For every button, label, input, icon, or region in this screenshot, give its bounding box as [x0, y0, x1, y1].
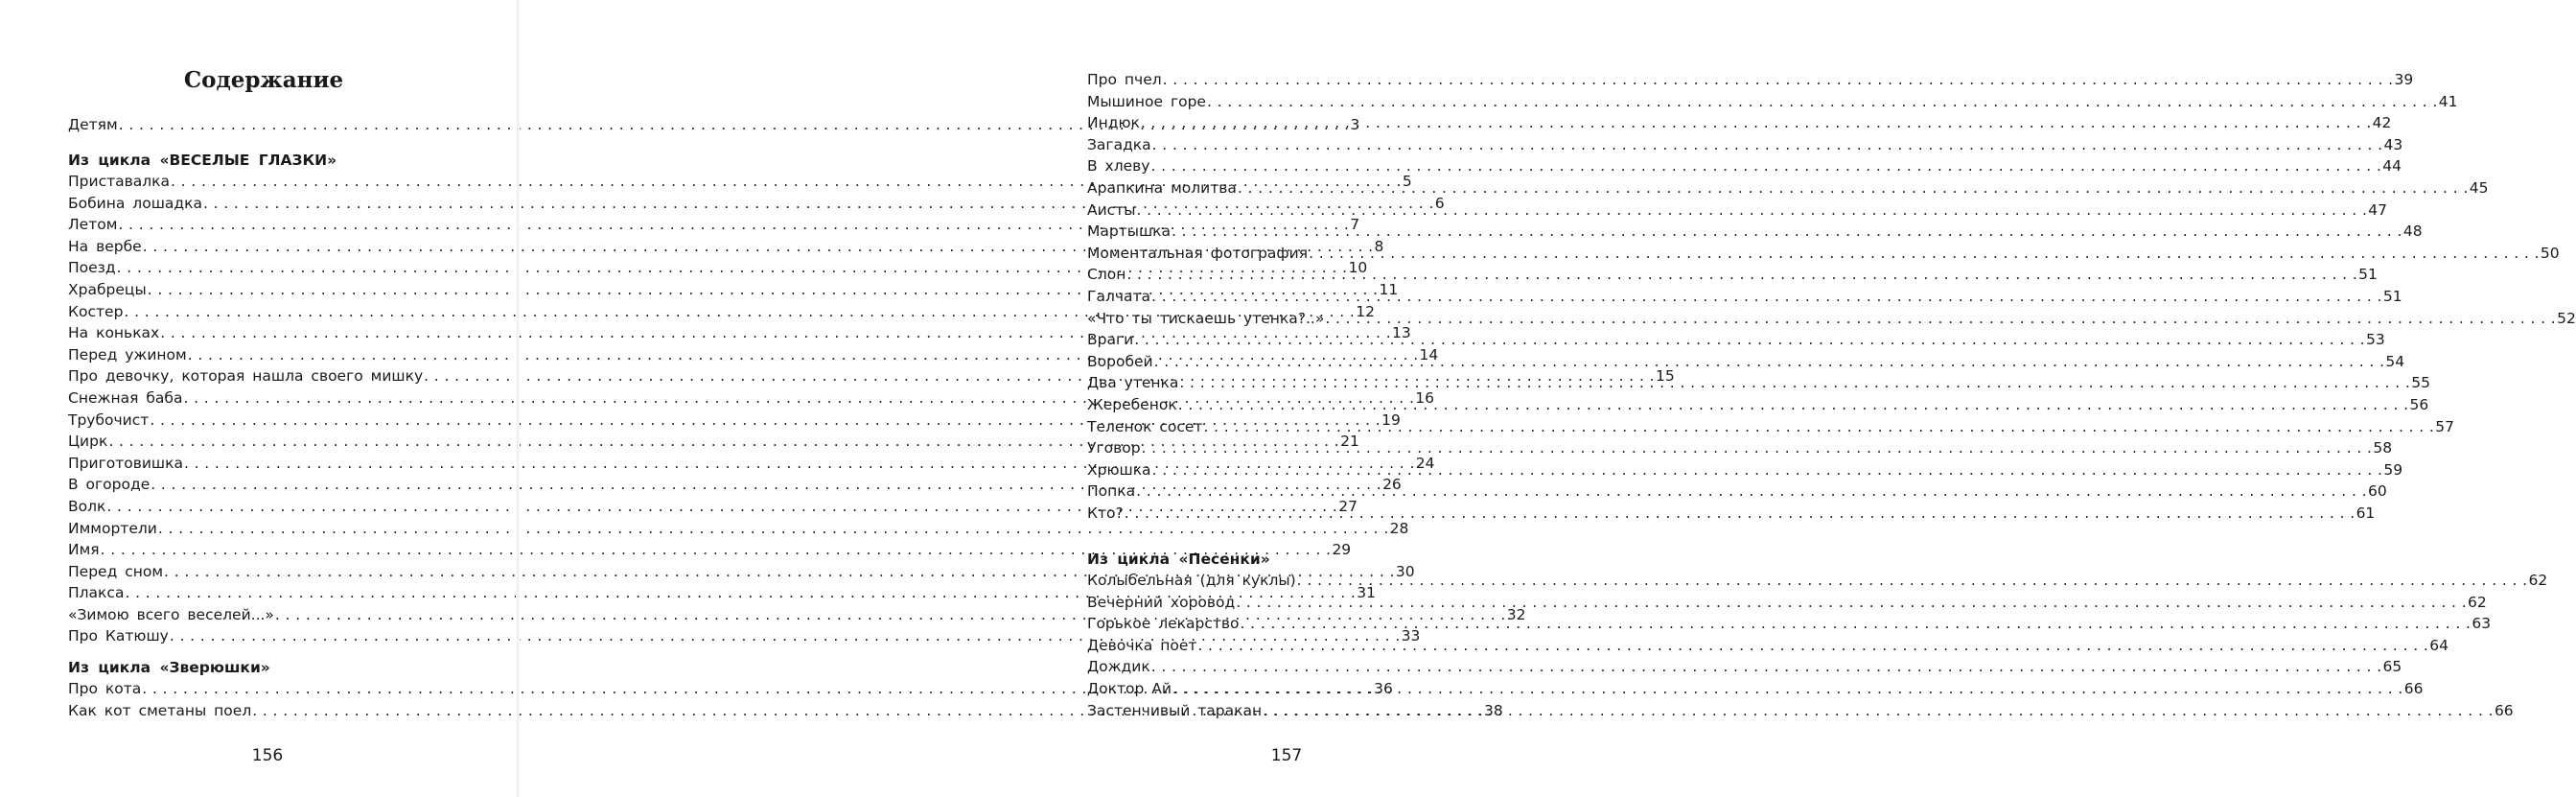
toc-entry-page: 64	[2429, 636, 2448, 654]
toc-entry-page: 60	[2367, 482, 2387, 501]
toc-entry	[1087, 112, 2392, 134]
toc-entry-page: 5	[1402, 173, 1412, 190]
toc-entry-title: Иммортели	[68, 519, 157, 537]
toc-entry-title: Трубочист	[68, 410, 150, 429]
toc-entry	[1087, 570, 2548, 592]
toc-entry-page: 6	[1434, 194, 1445, 212]
toc-entry-title: Уговор	[1087, 439, 1141, 457]
toc-entry-page: 45	[2469, 178, 2489, 197]
toc-entry	[68, 518, 1409, 540]
dot-leader	[1308, 243, 2541, 265]
dot-leader	[1140, 112, 2373, 134]
toc-entry-page: 24	[1415, 454, 1435, 472]
toc-entry	[1087, 481, 2387, 503]
toc-entry-page: 48	[2402, 223, 2423, 241]
toc-entry	[1087, 437, 2393, 459]
dot-leader	[1296, 570, 2529, 592]
toc-entry-title: Снежная баба	[68, 388, 183, 407]
toc-entry-page: 57	[2435, 417, 2454, 435]
toc-entry	[1087, 177, 2489, 199]
toc-entry-title: На коньках	[68, 324, 160, 342]
toc-entry	[1087, 656, 2402, 678]
toc-entry-title: В огороде	[68, 476, 151, 494]
page-number: 157	[1270, 746, 1303, 765]
page-title: Содержание	[183, 67, 344, 93]
toc-entry	[1087, 134, 2403, 156]
toc-entry-page: 14	[1419, 345, 1439, 363]
toc-entry-page: 26	[1382, 476, 1402, 494]
toc-entry-page: 42	[2372, 114, 2392, 132]
dot-leader	[1141, 437, 2374, 459]
toc-entry-page: 30	[1395, 562, 1415, 580]
toc-entry-title: Бобина лошадка	[68, 194, 202, 212]
toc-entry-page: 52	[2557, 309, 2576, 327]
dot-leader	[1262, 700, 2495, 722]
toc-entry-title: Попка	[1087, 482, 1136, 501]
toc-entry-page: 13	[1392, 324, 1411, 342]
toc-entry-title: Волк	[68, 497, 106, 515]
toc-entry-page: 12	[1356, 302, 1375, 320]
toc-entry-title: Загадка	[1087, 135, 1151, 153]
dot-leader	[1126, 264, 2358, 286]
toc-entry-page: 44	[2382, 157, 2402, 176]
toc-entry-page: 65	[2382, 658, 2402, 676]
toc-entry-title: Аисты	[1087, 200, 1136, 219]
toc-entry-title: Храбрецы	[68, 280, 147, 298]
toc-entry-page: 11	[1379, 280, 1399, 298]
dot-leader	[1235, 592, 2468, 614]
toc-entry	[1087, 91, 2458, 113]
toc-entry-title: Арапкина молитва	[1087, 178, 1237, 197]
dot-leader	[1135, 481, 2368, 503]
toc-entry-title: Дождик	[1087, 658, 1150, 676]
dot-leader	[1162, 69, 2395, 91]
toc-entry-title: Моментальная фотография	[1087, 244, 1309, 262]
section-heading: Из цикла «Зверюшки»	[68, 659, 270, 676]
toc-entry-title: Теленок сосет	[1087, 417, 1203, 435]
toc-entry-title: Враги	[1087, 331, 1134, 349]
dot-leader	[1178, 372, 2411, 394]
toc-entry-page: 38	[1484, 701, 1503, 719]
toc-entry	[1087, 416, 2454, 438]
toc-entry-title: Приставалка	[68, 173, 171, 190]
dot-leader	[1324, 308, 2557, 330]
toc-entry-title: Хрюшка	[1087, 460, 1151, 479]
toc-entry-page: 41	[2438, 92, 2458, 110]
toc-entry-title: Вечерний хоровод	[1087, 593, 1236, 611]
toc-entry	[1087, 459, 2403, 481]
toc-entry-page: 61	[2356, 504, 2376, 522]
dot-leader	[1237, 177, 2470, 199]
toc-entry-page: 8	[1374, 237, 1384, 255]
toc-entry	[1087, 199, 2388, 222]
toc-entry-title: Два утенка	[1087, 374, 1179, 392]
toc-entry-title: Как кот сметаны поел	[68, 701, 252, 719]
dot-leader	[1149, 155, 2382, 177]
toc-entry-title: Имя	[68, 541, 100, 559]
toc-entry-page: 53	[2366, 331, 2385, 349]
toc-entry-page: 56	[2409, 395, 2429, 413]
toc-entry-title: Девочка поет	[1087, 636, 1197, 654]
dot-leader	[1202, 416, 2435, 438]
toc-entry-title: Летом	[68, 216, 118, 234]
dot-leader	[1206, 91, 2439, 113]
toc-entry	[1087, 351, 2405, 373]
toc-entry-title: Слон	[1087, 266, 1126, 284]
toc-entry-page: 36	[1374, 680, 1393, 697]
toc-entry-title: Про Катюшу	[68, 627, 169, 645]
toc-entry-page: 16	[1415, 388, 1435, 407]
toc-entry-page: 33	[1401, 627, 1421, 645]
toc-entry	[1087, 678, 2424, 700]
dot-leader	[1240, 613, 2472, 635]
page-number: 156	[251, 746, 284, 765]
toc-entry-page: 31	[1357, 584, 1376, 602]
section-heading: Из цикла «Песенки»	[1087, 551, 1270, 568]
toc-entry-page: 10	[1348, 259, 1368, 277]
toc-entry-title: Приготовишка	[68, 454, 183, 472]
dot-leader	[1177, 394, 2410, 416]
dot-leader	[1196, 635, 2429, 657]
toc-entry-title: Кто?	[1087, 504, 1124, 522]
toc-entry	[1087, 329, 2385, 351]
toc-entry	[1087, 635, 2448, 657]
toc-entry-page: 62	[2468, 593, 2487, 611]
toc-entry-page: 58	[2373, 439, 2393, 457]
dot-leader	[1172, 678, 2404, 700]
toc-entry-page: 66	[2494, 701, 2514, 719]
toc-entry	[1087, 264, 2378, 286]
toc-entry-title: Воробей	[1087, 352, 1153, 370]
toc-entry	[1087, 243, 2560, 265]
toc-entry-page: 62	[2528, 572, 2548, 589]
dot-leader	[1153, 351, 2386, 373]
toc-entry-page: 54	[2385, 352, 2405, 370]
toc-entry-page: 50	[2540, 244, 2560, 262]
dot-leader	[1124, 503, 2356, 525]
toc-entry-title: «Зимою всего веселей...»	[68, 605, 274, 623]
toc-entry-title: Мартышка	[1087, 223, 1172, 241]
toc-entry-page: 55	[2411, 374, 2430, 392]
dot-leader	[1171, 221, 2403, 243]
toc-entry-title: Жеребенок	[1087, 395, 1177, 413]
toc-entry-page: 27	[1338, 497, 1358, 515]
toc-entry	[1087, 394, 2429, 416]
toc-entry-page: 43	[2383, 135, 2403, 153]
toc-entry-title: Детям	[68, 116, 118, 133]
toc-entry-title: Цирк	[68, 433, 108, 451]
dot-leader	[1150, 286, 2383, 308]
toc-entry-title: Доктор Ай	[1087, 679, 1172, 697]
toc-entry-page: 32	[1506, 605, 1526, 623]
toc-entry-title: Галчата	[1087, 287, 1151, 305]
toc-entry-page: 28	[1389, 519, 1409, 537]
toc-entry	[1087, 69, 2414, 91]
toc-entry-title: Индюк	[1087, 114, 1140, 132]
dot-leader	[1133, 329, 2366, 351]
toc-entry	[1087, 308, 2576, 330]
toc-entry-page: 59	[2383, 460, 2403, 479]
toc-entry-page: 21	[1340, 433, 1359, 451]
toc-entry-page: 7	[1350, 216, 1360, 234]
toc-entry-title: Про кота	[68, 680, 142, 697]
toc-entry-title: Мышиное горе	[1087, 92, 1206, 110]
toc-entry-title: «Что ты тискаешь утенка?..»	[1087, 309, 1325, 327]
dot-leader	[1151, 459, 2384, 481]
toc-entry-title: Плакса	[68, 584, 125, 602]
toc-entry-title: На вербе	[68, 237, 142, 255]
toc-entry-title: Застенчивый таракан	[1087, 701, 1263, 719]
toc-entry-title: Колыбельная (для куклы)	[1087, 572, 1296, 589]
dot-leader	[1151, 134, 2384, 156]
toc-entry-page: 51	[2358, 266, 2378, 284]
section-heading: Из цикла «ВЕСЕЛЫЕ ГЛАЗКИ»	[68, 152, 337, 169]
toc-entry	[1087, 503, 2376, 525]
dot-leader	[1150, 656, 2383, 678]
toc-entry-title: Горькое лекарство	[1087, 615, 1240, 633]
toc-entry-title: Костер	[68, 302, 124, 320]
toc-entry-page: 51	[2382, 287, 2402, 305]
toc-entry-title: Про девочку, которая нашла своего мишку	[68, 367, 424, 386]
toc-entry-page: 63	[2472, 615, 2492, 633]
toc-entry-title: В хлеву	[1087, 157, 1150, 176]
toc-entry-page: 15	[1655, 367, 1675, 386]
toc-entry-page: 19	[1381, 410, 1401, 429]
toc-entry	[1087, 286, 2402, 308]
toc-entry-page: 39	[2394, 71, 2414, 88]
toc-entry-page: 3	[1350, 116, 1360, 133]
toc-entry	[1087, 221, 2423, 243]
toc-entry-title: Про пчел	[1087, 71, 1162, 88]
toc-entry-title: Поезд	[68, 259, 116, 277]
toc-entry-page: 29	[1332, 541, 1352, 559]
dot-leader	[1135, 199, 2368, 222]
toc-entry-page: 66	[2403, 679, 2424, 697]
toc-entry	[1087, 155, 2402, 177]
toc-entry-page: 47	[2368, 200, 2388, 219]
toc-entry-title: Перед ужином	[68, 345, 187, 363]
toc-entry-title: Перед сном	[68, 562, 164, 580]
